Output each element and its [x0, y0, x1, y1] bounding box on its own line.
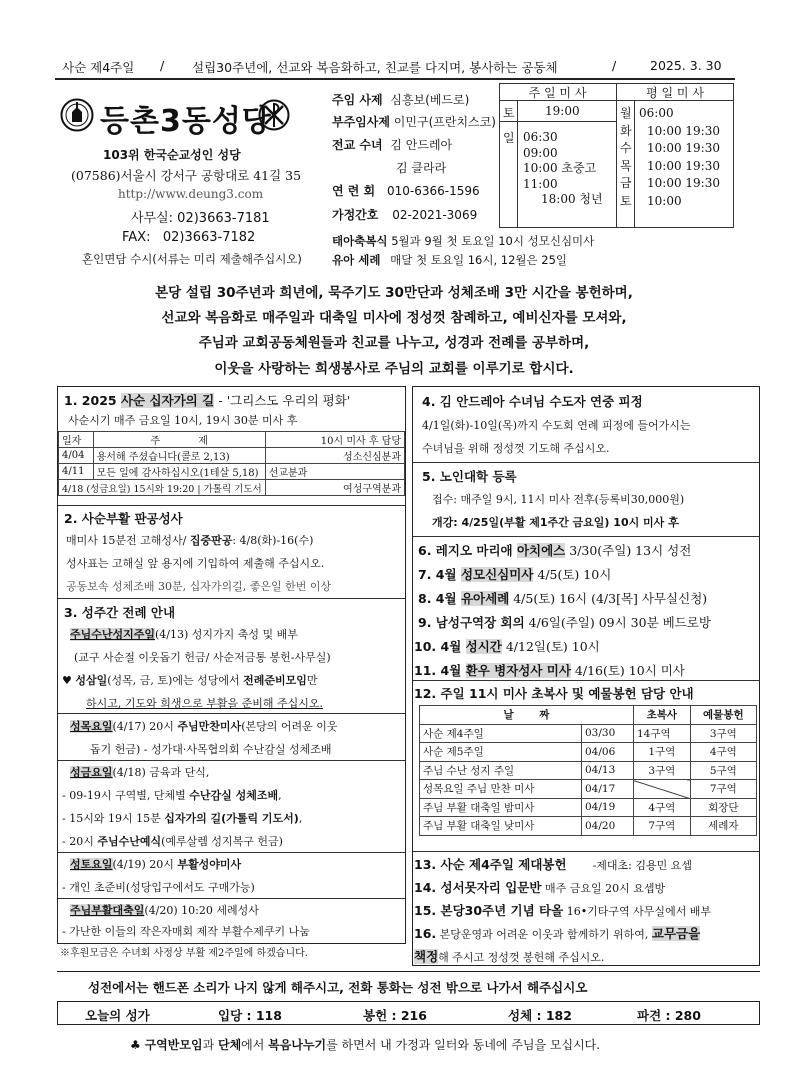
mass-times-table [499, 83, 734, 228]
sat-label: 토 [503, 106, 515, 120]
roster-offering: 3구역 [690, 724, 756, 743]
hymn-label: 오늘의 성가 [85, 1008, 150, 1023]
divider [58, 852, 405, 853]
weekday-day: 목 [620, 158, 632, 173]
weekday-day: 화 [620, 123, 632, 138]
stations-date: 4/18 (성금요일) 15시와 19:20 | 가톨릭 기도서 [59, 480, 266, 496]
section-10: 10. 4월 성시간 4/12일(토) 10시 [414, 639, 600, 654]
church-website[interactable]: http://www.deung3.com [118, 187, 264, 201]
header-separator: / [160, 58, 165, 73]
divider [413, 680, 759, 681]
col-header: 주 제 [93, 432, 265, 448]
divider [58, 713, 405, 714]
roster-mass: 주님 수난 성지 주일 [420, 761, 582, 780]
roster-date: 04/20 [582, 817, 634, 836]
section-5-title: 5. 노인대학 등록 [422, 469, 517, 484]
header-motto: 설립30주년에, 선교와 복음화하고, 친교를 다지며, 봉사하는 공동체 [192, 60, 558, 75]
weekday-time: 06:00 [639, 106, 674, 120]
office-phone: 사무실: 02)3663-7181 [131, 211, 270, 226]
staff-role: 연 련 회 [332, 184, 376, 198]
roster-mass: 사순 제5주일 [420, 743, 582, 762]
weekday-mass-header: 평 일 미 사 [646, 86, 704, 100]
col-header: 날 짜 [420, 706, 634, 725]
palm-sunday: 주님수난성지주일(4/13) 성지가지 축성 및 배부 [70, 628, 298, 641]
divider [58, 898, 405, 899]
section-subtitle: - '그리스도 우리의 평화' [218, 393, 351, 408]
section-15: 15. 본당30주년 기념 타올 16•기타구역 사무실에서 배부 [414, 903, 712, 918]
col-header: 일자 [59, 432, 94, 448]
roster-mass: 주님 부활 대축일 낮미사 [420, 817, 582, 836]
section-4-line: 4/1일(화)-10일(목)까지 수도회 연례 피정에 들어가시는 [422, 419, 691, 432]
sat-time: 19:00 [545, 104, 580, 118]
sunday-mass-header: 주 일 미 사 [528, 86, 587, 100]
staff-phone: 02-2021-3069 [392, 208, 478, 222]
footer-message: ♣ 구역반모임과 단체에서 복음나누기를 하면서 내 가정과 일터와 동네에 주님을 모십시다. [130, 1038, 601, 1052]
roster-offering: 회장단 [690, 798, 756, 817]
wedding-notice: 혼인면담 수시(서류는 미리 제출해주십시오) [82, 252, 302, 266]
stations-date: 4/11 [59, 464, 94, 480]
triduum-note: 하시고, 기도와 희생으로 부활을 준비해 주십시오. [86, 697, 323, 710]
service-roster-table [419, 705, 757, 836]
holy-thursday: 성목요일(4/17) 20시 주님만찬미사(본당의 어려운 이웃 [70, 720, 338, 733]
staff-phone: 010-6366-1596 [386, 184, 480, 198]
church-seal-icon [60, 98, 94, 132]
section-4-title: 4. 김 안드레아 수녀님 수도자 연중 피정 [422, 394, 643, 409]
good-friday-line: - 09-19시 구역별, 단체별 수난감실 성체조배, [62, 789, 282, 802]
stations-table [58, 431, 405, 496]
good-friday: 성금요일(4/18) 금육과 단식, [70, 766, 210, 779]
sunday-time: 18:00 청년 [541, 192, 603, 206]
vision-line: 주님과 교회공동체원들과 친교를 나누고, 성경과 전례를 공부하며, [198, 335, 590, 352]
sunday-time: 06:30 [523, 130, 558, 144]
sunday-time: 11:00 [523, 176, 558, 191]
roster-acolyte: 1구역 [633, 743, 690, 762]
roster-date: 04/17 [582, 780, 634, 799]
info-label: 태아축복식 [332, 234, 388, 248]
divider [413, 536, 759, 537]
divider [58, 598, 405, 599]
roster-date: 03/30 [582, 724, 634, 743]
stations-lead: 선교분과 [265, 464, 404, 480]
fax-number: FAX: 02)3663-7182 [122, 230, 256, 245]
stations-date: 4/04 [59, 448, 94, 464]
weekday-time: 10:00 19:30 [647, 158, 720, 173]
info-text: 5월과 9월 첫 토요일 10시 성모신심미사 [391, 234, 595, 248]
roster-offering: 5구역 [690, 761, 756, 780]
section-3-title: 3. 성주간 전례 안내 [64, 605, 176, 620]
sunday-time: 10:00 초중고 [523, 161, 597, 175]
staff-role: 주임 사제 [332, 93, 383, 107]
club-icon: ♣ [130, 1038, 141, 1052]
section-13: 13. 사순 제4주일 제대봉헌 -제대초: 김용민 요셉 [414, 857, 693, 872]
holy-thursday-note: 돕기 헌금) - 성가대·사목협의회 수난감실 성체조배 [90, 743, 332, 756]
section-2-line: 성사표는 고해실 앞 용지에 기입하여 제출해 주십시오. [66, 557, 325, 570]
roster-offering: 4구역 [690, 743, 756, 762]
info-text: 매달 첫 토요일 16시, 12월은 25일 [390, 253, 568, 267]
highlight: 사순 십자가의 길 [120, 393, 215, 408]
staff-role: 전교 수녀 [332, 138, 383, 152]
header-rule [55, 78, 735, 80]
weekday-day: 토 [620, 193, 632, 208]
roster-mass: 주님 부활 대축일 밤미사 [420, 798, 582, 817]
weekday-days [620, 105, 632, 211]
stations-lead: 여성구역분과 [265, 480, 404, 496]
section-5-line: 개강: 4/25일(부활 제1주간 금요일) 10시 미사 후 [432, 516, 679, 529]
roster-date: 04/19 [582, 798, 634, 817]
vision-line: 선교와 복음화로 매주일과 대축일 미사에 정성껏 참례하고, 예비신자를 모셔와, [161, 310, 627, 327]
section-1-title [64, 391, 350, 409]
holy-saturday: 성토요일(4/19) 20시 부활성야미사 [70, 858, 242, 871]
staff-role: 가정간호 [332, 208, 379, 222]
section-5-line: 접수: 매주일 9시, 11시 미사 전후(등록비30,000원) [432, 493, 685, 506]
section-6: 6. 레지오 마리애 아치에스 3/30(주일) 13시 성전 [418, 543, 692, 558]
section-16: 16. 본당운영과 어려운 이웃과 함께하기 위하여, 교무금을 [414, 926, 701, 941]
parish-vision [40, 281, 748, 382]
church-address: (07586)서울시 강서구 공항대로 41길 35 [71, 168, 302, 183]
church-patron: 103위 한국순교성인 성당 [103, 148, 241, 162]
hymn-communion: 성체 : 182 [508, 1008, 572, 1023]
section-14: 14. 성서못자리 입문반 매주 금요일 20시 요셉방 [414, 880, 666, 895]
divider [58, 505, 405, 506]
stations-topic: 용서해 주셨습니다(콜로 2,13) [93, 448, 265, 464]
section-7: 7. 4월 성모신심미사 4/5(토) 10시 [418, 567, 612, 582]
sun-label: 일 [503, 131, 515, 145]
blessing-info [332, 233, 594, 249]
staff-name: 심흥보(베드로) [390, 93, 470, 107]
weekday-time: 10:00 19:30 [647, 141, 720, 156]
vision-line: 이웃을 사랑하는 희생봉사로 주님의 교회를 이루기로 합시다. [214, 360, 574, 377]
header-date: 2025. 3. 30 [650, 58, 722, 73]
stations-topic: 모든 일에 감사하십시오(1테살 5,18) [93, 464, 265, 480]
weekday-time: 10:00 [647, 193, 682, 208]
staff-name: 김 클라라 [396, 161, 447, 175]
section-16-cont: 책정해 주시고 정성껏 봉헌해 주십시오. [414, 949, 605, 964]
info-label: 유아 세례 [332, 253, 381, 267]
hymn-recessional: 파견 : 280 [637, 1008, 701, 1023]
roster-offering: 7구역 [690, 780, 756, 799]
phone-notice: 성전에서는 핸드폰 소리가 나지 않게 해주시고, 전화 통화는 성전 밖으로 나가서 해주십시오 [88, 980, 588, 995]
section-8: 8. 4월 유아세례 4/5(토) 16시 (4/3[목] 사무실신청) [418, 591, 708, 606]
section-number: 1. 2025 [64, 393, 117, 408]
roster-acolyte: 14구역 [633, 724, 690, 743]
roster-mass: 성목요일 주님 만찬 미사 [420, 780, 582, 799]
triduum: ♥ 성삼일(성목, 금, 토)에는 성당에서 전례준비모임만 [62, 674, 318, 687]
header-separator: / [612, 58, 617, 73]
hymn-offertory: 봉헌 : 216 [363, 1008, 427, 1023]
weekday-time: 10:00 19:30 [647, 123, 720, 138]
baptism-info [332, 252, 567, 268]
staff-name: 김 안드레아 [390, 138, 453, 152]
header-week: 사순 제4주일 [62, 60, 135, 75]
weekday-day: 수 [620, 141, 632, 156]
hymn-entrance: 입당 : 118 [218, 1008, 282, 1023]
divider [58, 760, 405, 761]
staff-name: 이민구(프란치스코) [393, 115, 496, 129]
good-friday-line: - 20시 주님수난예식(예루살렘 성지복구 헌금) [62, 835, 283, 848]
roster-acolyte: 7구역 [633, 817, 690, 836]
church-name: 등촌3동성당 [100, 104, 272, 139]
divider [413, 462, 759, 463]
section-11: 11. 4월 환우 병자성사 미사 4/16(토) 10시 미사 [414, 663, 685, 678]
chi-rho-icon [258, 99, 290, 131]
section-4-line: 수녀님을 위해 정성껏 기도해 주십시오. [422, 442, 610, 455]
good-friday-line: - 15시와 19시 15분 십자가의 길(가톨릭 기도서), [62, 812, 303, 825]
staff-role: 부주임사제 [332, 115, 390, 129]
stations-lead: 성소신심분과 [265, 448, 404, 464]
roster-date: 04/06 [582, 743, 634, 762]
roster-offering: 세례자 [690, 817, 756, 836]
vision-line: 본당 설립 30주년과 희년에, 묵주기도 30만단과 성체조배 3만 시간을 봉헌하며, [155, 285, 633, 301]
section-1-schedule: 사순시기 매주 금요일 10시, 19시 30분 미사 후 [68, 414, 298, 427]
weekday-day: 월 [620, 106, 632, 120]
sunday-times [523, 130, 603, 208]
divider [57, 971, 760, 972]
roster-date: 04/13 [582, 761, 634, 780]
col-header: 10시 미사 후 담당 [265, 432, 404, 448]
weekday-time: 10:00 19:30 [647, 176, 720, 191]
holy-saturday-note: - 개인 초준비(성당입구에서도 구매가능) [62, 881, 255, 894]
weekday-times [639, 105, 720, 211]
easter-sunday: 주님부활대축일(4/20) 10:20 세례성사 [70, 904, 259, 917]
section-2-line: 매미사 15분전 고해성사/ 집중판공: 4/8(화)-16(수) [66, 534, 314, 547]
roster-mass: 사순 제4주일 [420, 724, 582, 743]
roster-acolyte: 4구역 [633, 798, 690, 817]
sunday-time: 09:00 [523, 145, 558, 160]
roster-acolyte: 3구역 [633, 761, 690, 780]
weekday-day: 금 [620, 176, 632, 191]
section-9: 9. 남성구역장 회의 4/6일(주일) 09시 30분 베드로방 [418, 615, 711, 630]
easter-note: - 가난한 이들의 작은자매회 제작 부활수제쿠키 나눔 [62, 925, 310, 938]
easter-donation-note: ※후원모금은 수녀회 사정상 부활 제2주일에 하겠습니다. [60, 948, 308, 959]
palm-sunday-note: (교구 사순절 이웃돕기 헌금/ 사순저금통 봉헌-사무실) [74, 651, 331, 664]
roster-acolyte [633, 780, 690, 799]
section-12-title: 12. 주일 11시 미사 초복사 및 예물봉헌 담당 안내 [414, 686, 694, 701]
col-header: 초복사 [633, 706, 690, 725]
divider [413, 851, 759, 852]
section-2-line: 공동보속 성체조배 30분, 십자가의길, 좋은일 한번 이상 [66, 580, 332, 593]
section-2-title: 2. 사순부활 판공성사 [64, 511, 183, 526]
col-header: 예물봉헌 [690, 706, 756, 725]
